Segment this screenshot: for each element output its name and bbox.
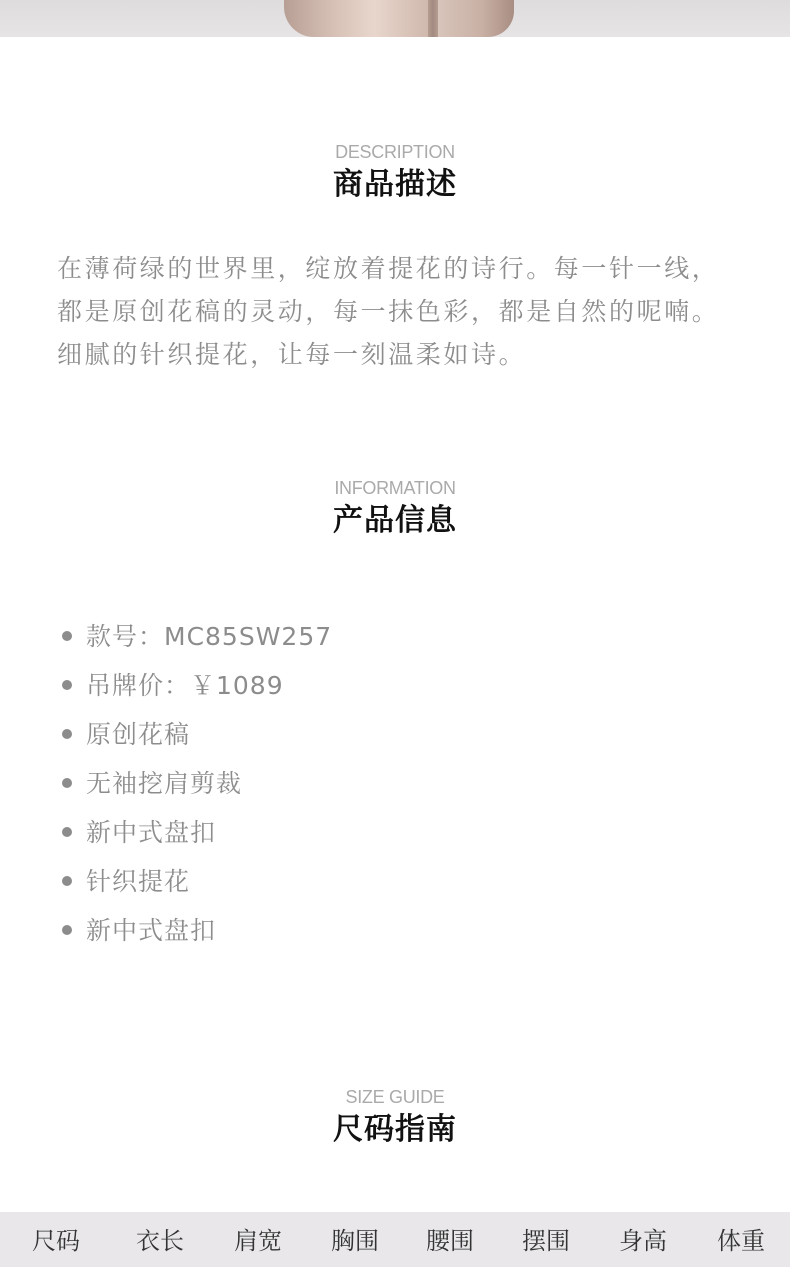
description-text: 在薄荷绿的世界里，绽放着提花的诗行。每一针一线，都是原创花稿的灵动，每一抹色彩，都是自然的呢喃。细腻的针织提花，让每一刻温柔如诗。 (57, 254, 720, 369)
bullet-icon (62, 778, 72, 788)
info-item: 针织提花 (62, 857, 332, 906)
info-item-style-number: 款号：MC85SW257 (62, 612, 332, 661)
size-guide-heading-en: SIZE GUIDE (345, 1087, 445, 1107)
bullet-icon (62, 631, 72, 641)
description-heading-en: DESCRIPTION (335, 142, 455, 162)
size-column-header: 胸围 (331, 1227, 379, 1255)
description-heading-zh: 商品描述 (333, 167, 457, 202)
bullet-icon (62, 827, 72, 837)
size-column-header: 腰围 (426, 1227, 474, 1255)
information-heading-en: INFORMATION (334, 478, 456, 498)
info-item-price: 吊牌价：￥1089 (62, 661, 332, 710)
info-item: 原创花稿 (62, 710, 332, 759)
size-guide-header (0, 1086, 790, 1150)
size-column-header: 衣长 (136, 1227, 184, 1255)
bullet-icon (62, 876, 72, 886)
info-item: 新中式盘扣 (62, 906, 332, 955)
size-guide-heading-zh: 尺码指南 (333, 1112, 457, 1147)
info-item: 新中式盘扣 (62, 808, 332, 857)
bullet-icon (62, 729, 72, 739)
info-item: 无袖挖肩剪裁 (62, 759, 332, 808)
size-column-header: 摆围 (522, 1227, 570, 1255)
size-table-header (0, 1212, 790, 1267)
size-column-header: 体重 (717, 1227, 765, 1255)
product-photo-crop (0, 0, 790, 37)
size-column-header: 尺码 (32, 1227, 80, 1255)
size-column-header: 肩宽 (234, 1227, 282, 1255)
size-column-header: 身高 (619, 1227, 667, 1255)
information-heading-zh: 产品信息 (333, 503, 457, 538)
bullet-icon (62, 680, 72, 690)
bullet-icon (62, 925, 72, 935)
information-header (0, 477, 790, 541)
product-info-list (62, 612, 332, 955)
description-header (0, 141, 790, 205)
